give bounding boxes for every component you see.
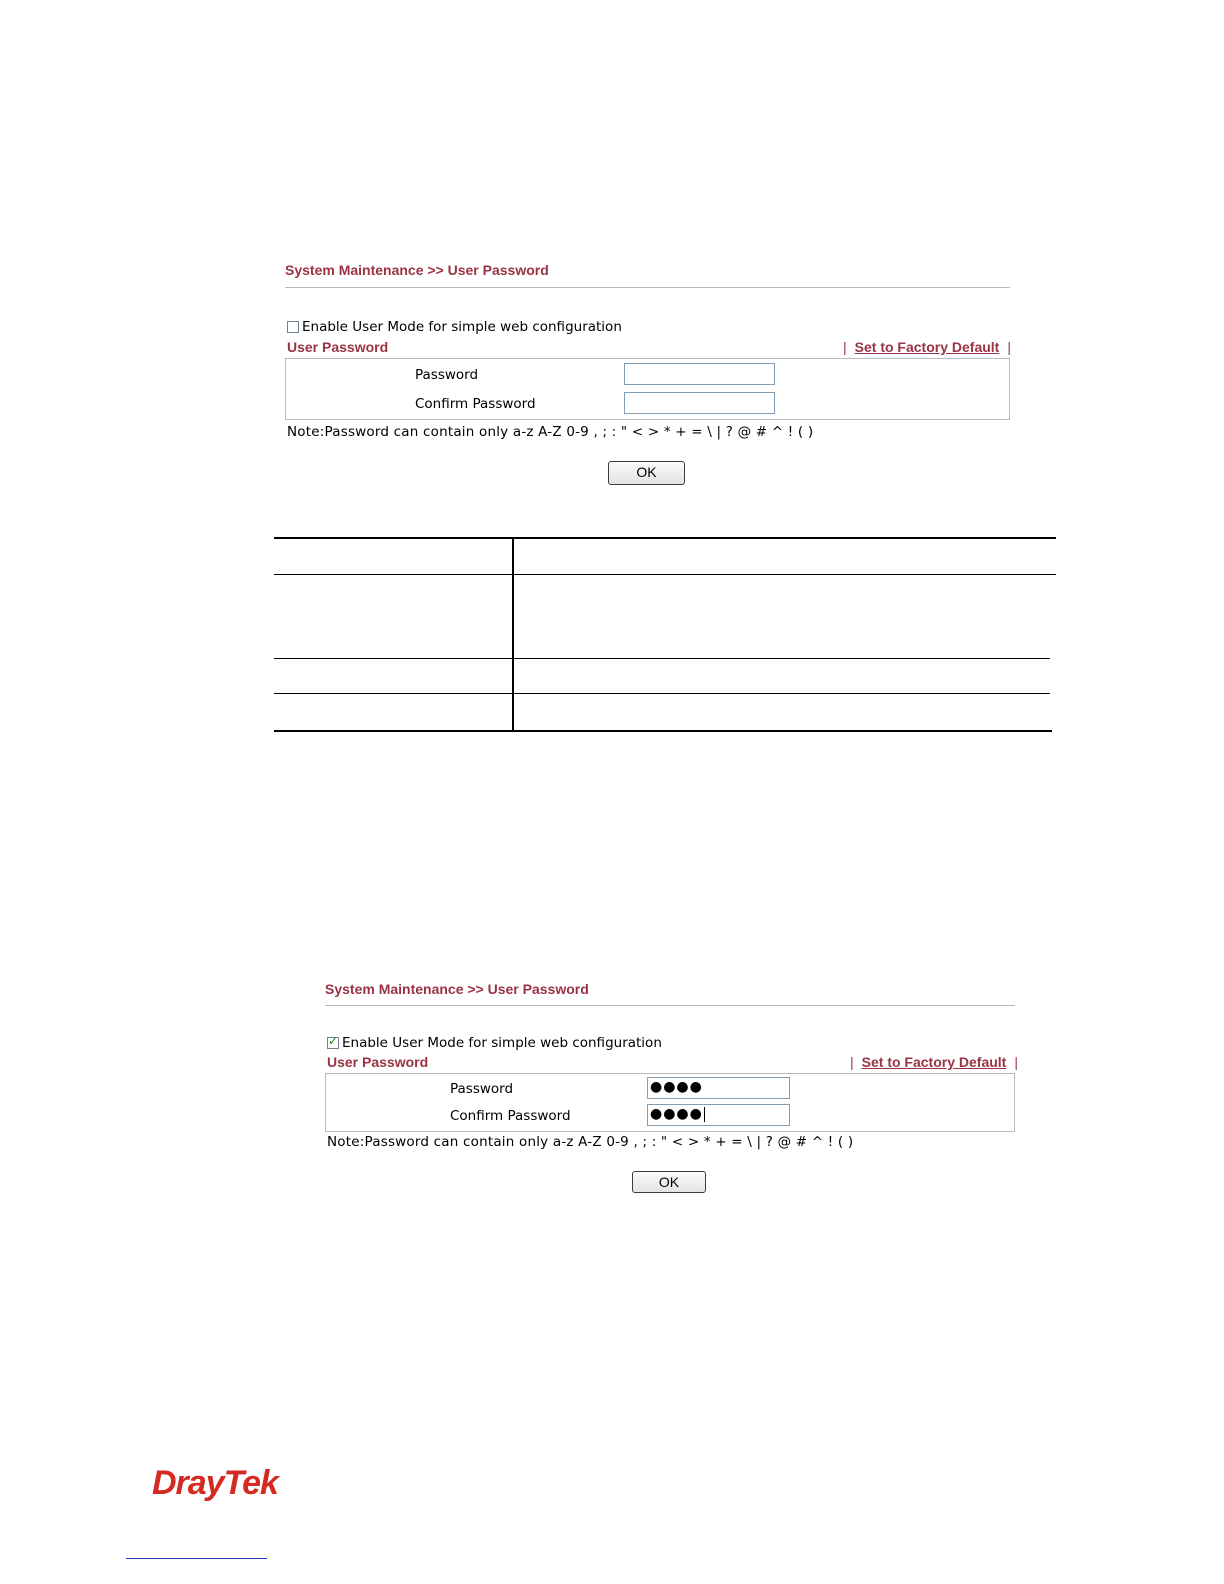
table-column-divider (512, 537, 514, 732)
footer-link-line (126, 1558, 267, 1559)
separator: | (1014, 1054, 1018, 1070)
separator: | (843, 339, 847, 355)
ok-button[interactable]: OK (608, 461, 685, 485)
table-rule (274, 537, 1056, 539)
table-rule (274, 730, 1052, 732)
title-divider (325, 1005, 1015, 1006)
user-password-panel-2 (325, 981, 1018, 1196)
table-rule (274, 693, 1050, 694)
password-fields-box (325, 1073, 1015, 1132)
factory-default-group (835, 339, 1019, 355)
enable-user-mode-row[interactable] (327, 1035, 662, 1051)
page-title: System Maintenance >> User Password (325, 981, 589, 997)
table-rule (274, 574, 1056, 575)
separator: | (850, 1054, 854, 1070)
password-label: Password (415, 367, 479, 383)
confirm-password-label: Confirm Password (450, 1108, 571, 1124)
confirm-password-label: Confirm Password (415, 396, 536, 412)
confirm-password-input[interactable] (647, 1104, 790, 1126)
table-rule (274, 658, 1050, 659)
title-divider (285, 287, 1010, 288)
factory-default-group (842, 1054, 1026, 1070)
password-input[interactable] (624, 363, 775, 385)
description-table (274, 537, 1056, 733)
password-fields-box (285, 358, 1010, 420)
confirm-password-input[interactable] (624, 392, 775, 414)
set-factory-default-link[interactable]: Set to Factory Default (854, 339, 1000, 355)
password-value: ●●●● (650, 1079, 703, 1095)
enable-user-mode-row[interactable] (287, 319, 622, 335)
password-note: Note:Password can contain only a-z A-Z 0-9 , ; : " < > * + = \ | ? @ # ^ ! ( ) (327, 1134, 854, 1150)
ok-button[interactable]: OK (632, 1171, 706, 1193)
password-label: Password (450, 1081, 514, 1097)
confirm-password-value: ●●●● (650, 1106, 703, 1122)
password-note: Note:Password can contain only a-z A-Z 0-9 , ; : " < > * + = \ | ? @ # ^ ! ( ) (287, 424, 814, 440)
enable-user-mode-label: Enable User Mode for simple web configuration (302, 319, 622, 335)
password-input[interactable] (647, 1077, 790, 1099)
enable-user-mode-checkbox[interactable] (287, 321, 299, 333)
separator: | (1007, 339, 1011, 355)
page-title: System Maintenance >> User Password (285, 262, 549, 278)
draytek-logo: DrayTek (152, 1464, 278, 1502)
section-label: User Password (327, 1054, 429, 1070)
text-cursor (704, 1107, 705, 1122)
user-password-panel-1 (285, 262, 1010, 492)
enable-user-mode-label: Enable User Mode for simple web configuration (342, 1035, 662, 1051)
enable-user-mode-checkbox[interactable] (327, 1037, 339, 1049)
section-label: User Password (287, 339, 389, 355)
set-factory-default-link[interactable]: Set to Factory Default (861, 1054, 1007, 1070)
